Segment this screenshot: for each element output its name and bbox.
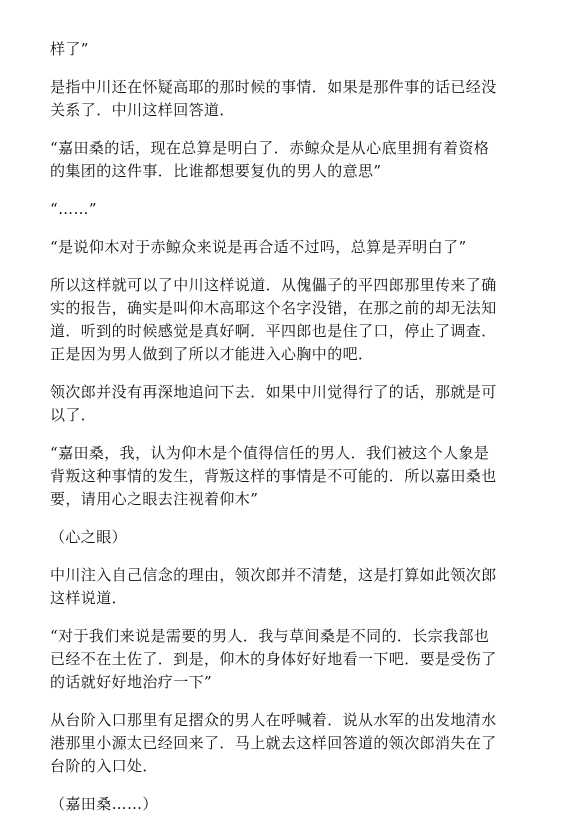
paragraph: 是指中川还在怀疑高耶的那时候的事情．如果是那件事的话已经没 关系了．中川这样回答道． xyxy=(50,78,497,119)
paragraph: 从台阶入口那里有足摺众的男人在呼喊着．说从水军的出发地清水 港那里小源太已经回来了．马上就去这样回答道的领次郎消失在了 台阶的入口处． xyxy=(50,711,497,775)
paragraph: 样了” xyxy=(50,40,89,58)
paragraph: （嘉田桑……） xyxy=(50,795,158,813)
paragraph: 所以这样就可以了中川这样说道．从傀儡子的平四郎那里传来了确 实的报告，确实是叫仰木高耶这个名字没错，在那之前的却无法知 道．听到的时候感觉是真好啊．平四郎也是住了口，停止了调查． 正是因为男人做到了所以才能进入心胸中的吧． xyxy=(50,276,497,363)
paragraph: 中川注入自己信念的理由，领次郎并不清楚，这是打算如此领次郎 这样说道． xyxy=(50,566,497,607)
paragraph: “是说仰木对于赤鲸众来说是再合适不过吗，总算是弄明白了” xyxy=(50,238,467,256)
paragraph: “对于我们来说是需要的男人．我与草间桑是不同的．长宗我部也 已经不在土佐了．到是，仰木的身体好好地看一下吧．要是受伤了 的话就好好地治疗一下” xyxy=(50,627,497,691)
paragraph: “……” xyxy=(50,200,97,218)
paragraph: “嘉田桑的话，现在总算是明白了．赤鲸众是从心底里拥有着资格 的集团的这件事．比谁都想要复仇的男人的意思” xyxy=(50,139,490,180)
paragraph: 领次郎并没有再深地追问下去．如果中川觉得行了的话，那就是可 以了． xyxy=(50,383,497,424)
document-page xyxy=(50,38,540,831)
paragraph: “嘉田桑，我，认为仰木是个值得信任的男人．我们被这个人象是 背叛这种事情的发生，背叛这样的事情是不可能的．所以嘉田桑也 要，请用心之眼去注视着仰木” xyxy=(50,444,497,508)
paragraph: （心之眼） xyxy=(50,528,128,546)
